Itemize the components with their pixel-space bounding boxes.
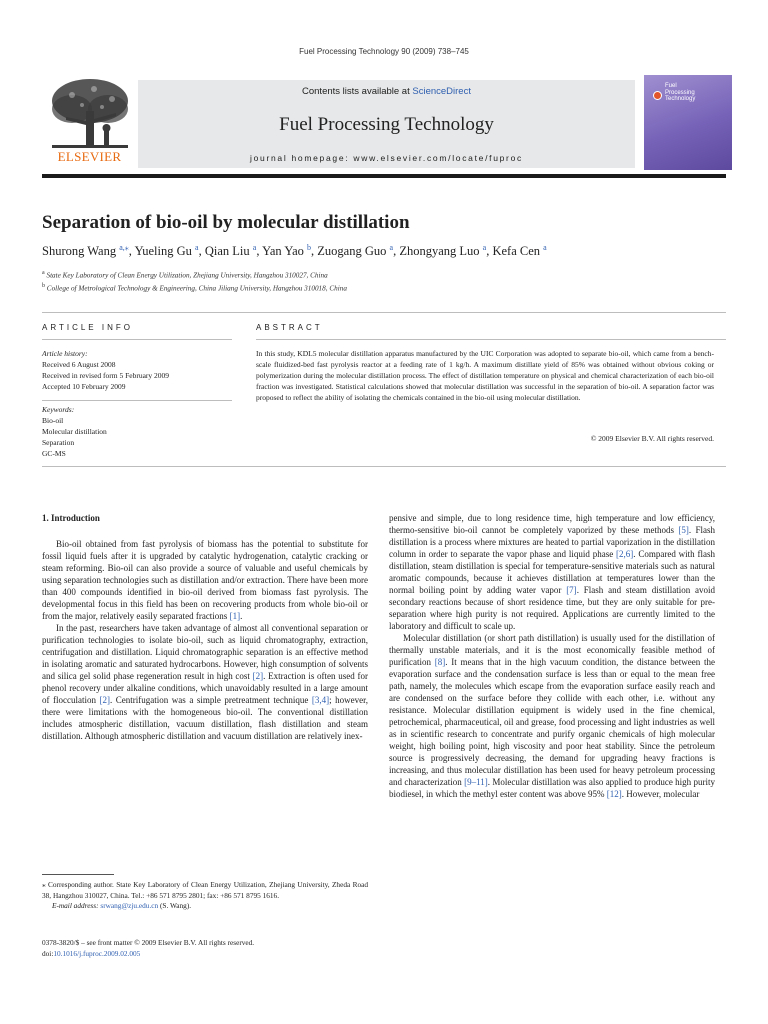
author-mark[interactable]: a xyxy=(195,243,199,252)
author-list: Shurong Wang $^{a,⁎}$, Yueling Gu $^a$, Qian Liu $^a$, Yan Yao $^b$, Zuogang Guo $^a$, Zhongyang Luo $^a$, Kefa Cen $^a$ xyxy=(42,243,547,259)
citation-link[interactable]: [9–11] xyxy=(464,777,488,787)
affiliations xyxy=(42,268,726,295)
author-name: Shurong Wang xyxy=(42,244,117,259)
author-name: Zuogang Guo xyxy=(317,244,387,259)
article-identifiers xyxy=(42,938,368,959)
keyword: GC-MS xyxy=(42,449,66,458)
citation-link[interactable]: [7] xyxy=(566,585,577,595)
citation-link[interactable]: [5] xyxy=(678,525,689,535)
cover-logo-icon xyxy=(653,91,662,100)
body-column-right xyxy=(389,512,715,800)
keyword: Molecular distillation xyxy=(42,427,107,436)
divider xyxy=(42,312,726,313)
affiliation: $^a$ State Key Laboratory of Clean Energy Utilization, Zhejiang University, Hangzhou 310027, China xyxy=(42,270,328,280)
journal-title: Fuel Processing Technology xyxy=(279,114,494,135)
citation-link[interactable]: [2,6] xyxy=(616,549,634,559)
body-column-left xyxy=(42,512,368,742)
author-name: Qian Liu xyxy=(204,244,250,259)
keyword: Bio-oil xyxy=(42,416,64,425)
divider xyxy=(42,466,726,467)
citation-link[interactable]: [12] xyxy=(606,789,622,799)
affiliation: $^b$ College of Metrological Technology & Engineering, China Jiliang University, Hangzhou 310018, China xyxy=(42,283,347,293)
publisher-wordmark: ELSEVIER xyxy=(57,149,122,164)
footnote-rule xyxy=(42,874,114,875)
citation-link[interactable]: [8] xyxy=(434,657,446,667)
journal-homepage[interactable]: journal homepage: www.elsevier.com/locate/fuproc xyxy=(250,153,523,163)
journal-cover-thumbnail xyxy=(644,75,732,170)
paragraph: Bio-oil obtained from fast pyrolysis of biomass has the potential to substitute for fossil liquid fuels after it is upgraded by catalytic hydrogenation, catalytic cracking or steam reforming. Bio-oil can also provide a source of valuable and useful chemicals by using separation technologies such as distillation and/or extraction. There have been more than 400 compounds identified in bio-oil derived from biomass fast pyrolysis. The developmental focus in this field has been on recovering products from whole bio-oil or from the major, relatively easily separated fractions [1]. xyxy=(42,539,368,621)
citation-link[interactable]: [2] xyxy=(252,671,264,681)
author-name: Yan Yao xyxy=(262,244,304,259)
keywords: Keywords: Bio-oil Molecular distillation Separation GC-MS xyxy=(42,404,232,459)
abstract-heading: ABSTRACT xyxy=(256,323,323,332)
section-heading: 1. Introduction xyxy=(42,513,100,523)
citation-link[interactable]: [3,4] xyxy=(311,695,330,705)
author-mark[interactable]: a xyxy=(482,243,487,252)
author-mark[interactable]: b xyxy=(307,243,312,252)
journal-banner xyxy=(138,80,635,168)
author-name: Kefa Cen xyxy=(492,244,541,259)
abstract-text: In this study, KDL5 molecular distillation apparatus manufactured by the UIC Corporation was adopted to separate bio-oil, which came from a bench-scale fluidized-bed fast pyrolysis reactor at a feeding rate of 1 kg/h. A maximum distillate yield of 85% was obtained without obvious coking or polymerization during the molecular distillation process. The effect of distillation temperature on physical and chemical characterization of each bio-oil fraction was investigated. Statistical calculations showed that molecular distillation was successful in the separation of bio-oil. A separation factor was proposed to reflect the ability of isolating the chemicals contained in the bio-oil using molecular distillation. xyxy=(256,349,714,402)
doi-line: doi:10.1016/j.fuproc.2009.02.005 xyxy=(42,948,141,958)
divider xyxy=(42,339,232,340)
corresponding-author-footnote: ⁎ Corresponding author. State Key Laboratory of Clean Energy Utilization, Zhejiang University, Zheda Road 38, Hangzhou 310027, China. Tel.: +86 571 8795 2801; fax: +86 571 8795 1616. E-mail address: srwang@zju.edu.cn (S. Wang). xyxy=(42,880,368,910)
paragraph: Molecular distillation (or short path distillation) is usually used for the distillation of thermally unstable materials, and it is the most economically feasible method of purification [8]. It means that in the high vacuum condition, the distance between the evaporation surface and the condensation surface is less than or equal to the mean free path, namely, the molecules which escape from the evaporation surface easily reach and are condensed on the surface before they collide with each other, i.e. without any resistance. Molecular distillation equipment is widely used in the fine chemical, petrochemical, pharmaceutical, oil and grease, food processing and light industries as well as in scientific research to concentrate and purify organic chemicals of high molecular weight, high boiling point, high viscosity and poor heat stability. Since the petroleum source is progressively decreasing, the demand for upgrading heavy fractions is increasing, and thus molecular distillation has been used for heavy petroleum processing and characterization [9–11]. Molecular distillation was also applied to produce high purity biodiesel, in which the methyl ester content was above 95% [12]. However, molecular xyxy=(389,633,715,799)
author-name: Zhongyang Luo xyxy=(399,244,480,259)
paragraph: In the past, researchers have taken advantage of almost all conventional separation or purification technologies to isolate bio-oil, such as liquid chromatography, extraction, centrifugation and distillation. Liquid chromatographic separation is an effective method in isolating aromatic and saturated hydrocarbons. However, high consumption of solvents and silica gel solid phase regeneration result in high cost [2]. Extraction is often used for phenol recovery under alkaline conditions, which unavoidably resulted in a large amount of flocculation [2]. Centrifugation was a simple pretreatment technique [3,4]; however, there were limitations with the homogeneous bio-oil. The conventional distillation includes atmospheric distillation, vacuum distillation, flash distillation and steam distillation. Although atmospheric distillation and vacuum distillation are relatively inex- xyxy=(42,623,369,741)
tree-icon xyxy=(42,75,137,155)
citation-link[interactable]: [2] xyxy=(99,695,111,705)
sciencedirect-link[interactable]: ScienceDirect xyxy=(412,86,471,97)
email-link[interactable]: srwang@zju.edu.cn xyxy=(100,901,159,910)
issn-line: 0378-3820/$ – see front matter © 2009 Elsevier B.V. All rights reserved. xyxy=(42,938,255,947)
contents-line: Contents lists available at ScienceDirect xyxy=(302,86,471,97)
divider xyxy=(42,400,232,401)
cover-title: Fuel Processing Technology xyxy=(665,83,696,102)
abstract-copyright: © 2009 Elsevier B.V. All rights reserved. xyxy=(590,434,714,443)
author-mark[interactable]: a,⁎ xyxy=(119,243,129,252)
article-history: Article history: Received 6 August 2008 Received in revised form 5 February 2009 Accepted 10 February 2009 xyxy=(42,349,170,391)
masthead-rule xyxy=(42,174,726,178)
paragraph: pensive and simple, due to long residence time, high temperature and low efficiency, thermo-sensitive bio-oil cannot be completely vaporized by these methods [5]. Flash distillation is a process where mixtures are heated to partial vaporization in the distillation column in order to separate the vapor phase and liquid phase [2,6]. Compared with flash distillation, steam distillation is special for temperature-sensitive materials such as natural aromatic compounds, because it achieves distillation at temperatures lower than the normal boiling point by adding water vapor [7]. Flash and steam distillation avoid secondary reactions because of short residence time, but they are only suitable for pre-separation where high purity is not required. Applications are currently limited to the laboratory and difficult to scale up. xyxy=(389,513,715,631)
citation-link[interactable]: [1] xyxy=(229,611,241,621)
doi-link[interactable]: 10.1016/j.fuproc.2009.02.005 xyxy=(53,948,141,958)
keyword: Separation xyxy=(42,438,75,447)
author-mark[interactable]: a xyxy=(252,243,257,252)
author-mark[interactable]: a xyxy=(543,243,547,252)
running-head: Fuel Processing Technology 90 (2009) 738–745 xyxy=(299,47,469,56)
author-name: Yueling Gu xyxy=(134,244,192,259)
article-title: Separation of bio-oil by molecular distillation xyxy=(42,212,410,233)
author-mark[interactable]: a xyxy=(389,243,394,252)
article-info-heading: ARTICLE INFO xyxy=(42,323,133,332)
journal-masthead xyxy=(42,75,732,173)
divider xyxy=(256,339,726,340)
elsevier-logo xyxy=(42,75,137,171)
